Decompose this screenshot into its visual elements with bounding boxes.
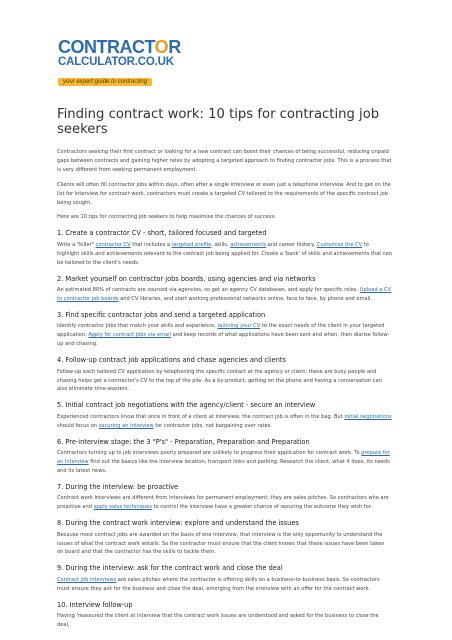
link-contractor-cv[interactable]: contractor CV — [95, 241, 131, 248]
article — [57, 108, 392, 636]
text-run: An estimated 80% of contracts are sourced via agencies, so get an agency CV databases, and apply for specific roles. — [57, 287, 360, 294]
logo-wordmark — [58, 37, 181, 57]
section-8-heading: 8. During the contract work interview: explore and understand the issues — [57, 519, 299, 528]
section-6-heading: 6. Pre-interview stage: the 3 "P's" - Preparation, Preparation and Preparation — [57, 437, 310, 446]
section-7-heading: 7. During the interview: be proactive — [57, 482, 179, 491]
link-targeted-profile[interactable]: targeted profile — [171, 241, 212, 248]
intro-paragraph-1: Contractors seeking their first contract or looking for a new contract can boost their chances of being successful, reducing unpaid gaps between contracts and gaining higher rates by adopting a targeted approach to finding contractor jobs. This is a process that is very different from seeking permanent employment. — [57, 149, 392, 173]
link-customise-cv[interactable]: Customise the CV — [316, 241, 363, 248]
section-9-heading: 9. During the interview: ask for the contract work and close the deal — [57, 564, 283, 573]
link-securing-interview[interactable]: securing an interview — [98, 422, 154, 429]
section-10-heading: 10. Interview follow-up — [57, 600, 133, 609]
link-sales-techniques[interactable]: apply sales techniques — [93, 504, 152, 511]
section-7-text — [57, 494, 392, 512]
site-logo[interactable] — [58, 37, 181, 87]
text-run: find out the basics like the interview location, transport links and parking. Research the client, what it does, its needs and its latest news. — [57, 459, 390, 474]
section-3-heading: 3. Find specific contractor jobs and send a targeted application — [57, 310, 266, 319]
section-6-text — [57, 449, 392, 476]
link-apply-via-email[interactable]: Apply for contract jobs via email — [88, 332, 171, 339]
text-run: to control the interview have a greater chance of securing the outcome they wish for. — [151, 504, 372, 511]
link-contract-job-interviews[interactable]: Contract job interviews — [57, 576, 117, 583]
intro-paragraph-3: Here are 10 tips for contracting job seekers to help maximise the chances of success: — [57, 214, 276, 221]
link-tailoring-cv[interactable]: tailoring your CV — [217, 323, 261, 330]
text-run: and CV libraries, and start working professional networks online, face to face, by phone and email. — [118, 295, 373, 302]
intro-paragraph-2: Clients will often fill contractor jobs within days, often after a single interview or even just a telephone interview. And to get on the list for interview for contract work, contractors must create a targeted CV tailored to the requirements of the specific contract job being sought. — [57, 181, 391, 206]
text-run: should focus on — [57, 422, 99, 429]
section-1-heading: 1. Create a contractor CV - short, tailored focused and targeted — [57, 229, 267, 238]
text-run: Experienced contractors know that once in front of a client at interview, the contract job is often in the bag. But — [57, 413, 345, 420]
section-3-text — [57, 322, 392, 349]
text-run: to highlight skills and achievements relevant to the contract job being applied for. Create a 'bank' of skills and achievements that can be tailored to the client's needs. — [57, 241, 392, 266]
section-10-text: Having 'reassured the client at interview that the contract work issues are understood and asked for the business to close the deal, — [57, 613, 379, 629]
link-initial-negotiations[interactable]: initial negotiations — [344, 413, 392, 420]
text-run: are sales pitches where the contractor is offering skills on a business-to-business basis. So contractors must ensure they ask for the business and close the deal, emerging from the interview with an offer for the contract work. — [57, 576, 380, 592]
text-run: , skills, — [211, 241, 231, 248]
text-run: Identify contractor jobs that match your skills and experience, — [57, 323, 218, 330]
text-run: that includes a — [130, 241, 172, 248]
section-5-heading: 5. Initial contract job negotiations with the agency/client - secure an interview — [57, 401, 316, 410]
link-achievements[interactable]: achievements — [230, 241, 267, 248]
logo-contract: CONTRACT — [58, 37, 155, 57]
link-upload-cv[interactable]: Upload a CV to contractor job boards — [57, 287, 392, 302]
logo-subtitle: CALCULATOR.CO.UK — [58, 56, 174, 68]
section-4-text: Follow-up each tailored CV application by telephoning the specific contact at the agency or client; these are busy people and chasing helps get a contractor's CV to the top of the pile. As a by-product, getting on the phone and having a conversation can also eliminate time-wasters. — [57, 368, 382, 393]
text-run: Write a "killer" — [57, 241, 96, 248]
text-run: for contractor jobs, not bargaining over rates. — [153, 422, 272, 429]
logo-o-accent: O — [154, 37, 169, 57]
section-4-heading: 4. Follow-up contract job applications and chase agencies and clients — [57, 356, 286, 365]
text-run: to the exact needs of the client in your targeted application. — [57, 323, 385, 339]
section-2-heading: 2. Market yourself on contractor jobs boards, using agencies and via networks — [57, 274, 316, 283]
text-run: Contract work interviews are different from interviews for permanent employment; they are sales pitches. So contractors who are proactive and — [57, 495, 389, 511]
section-9-text — [57, 576, 392, 594]
section-2-text — [57, 286, 392, 304]
section-5-text — [57, 413, 392, 431]
text-run: Contractors turning up to job interviews poorly prepared are unlikely to progress their application for contract work. To — [57, 450, 362, 457]
logo-tagline: your expert guide to contracting — [58, 78, 152, 86]
section-1-text — [57, 241, 392, 268]
text-run: and career history. — [266, 241, 317, 248]
section-8-text: Because most contract jobs are awarded on the basis of one interview, that interview is the only opportunity to understand the issues of what the contract work entails. So the contractor must ensure that the client knows that these issues have been taken on board and that the contractor has the skills to tackle them. — [57, 531, 385, 556]
text-run: and keep records of what applications have been sent and when, then diarise follow-up and chasing. — [57, 332, 390, 348]
link-prepare-interview[interactable]: prepare for an interview — [57, 450, 390, 466]
logo-r: R — [168, 37, 181, 57]
page-title: Finding contract work: 10 tips for contracting job seekers — [57, 107, 380, 137]
